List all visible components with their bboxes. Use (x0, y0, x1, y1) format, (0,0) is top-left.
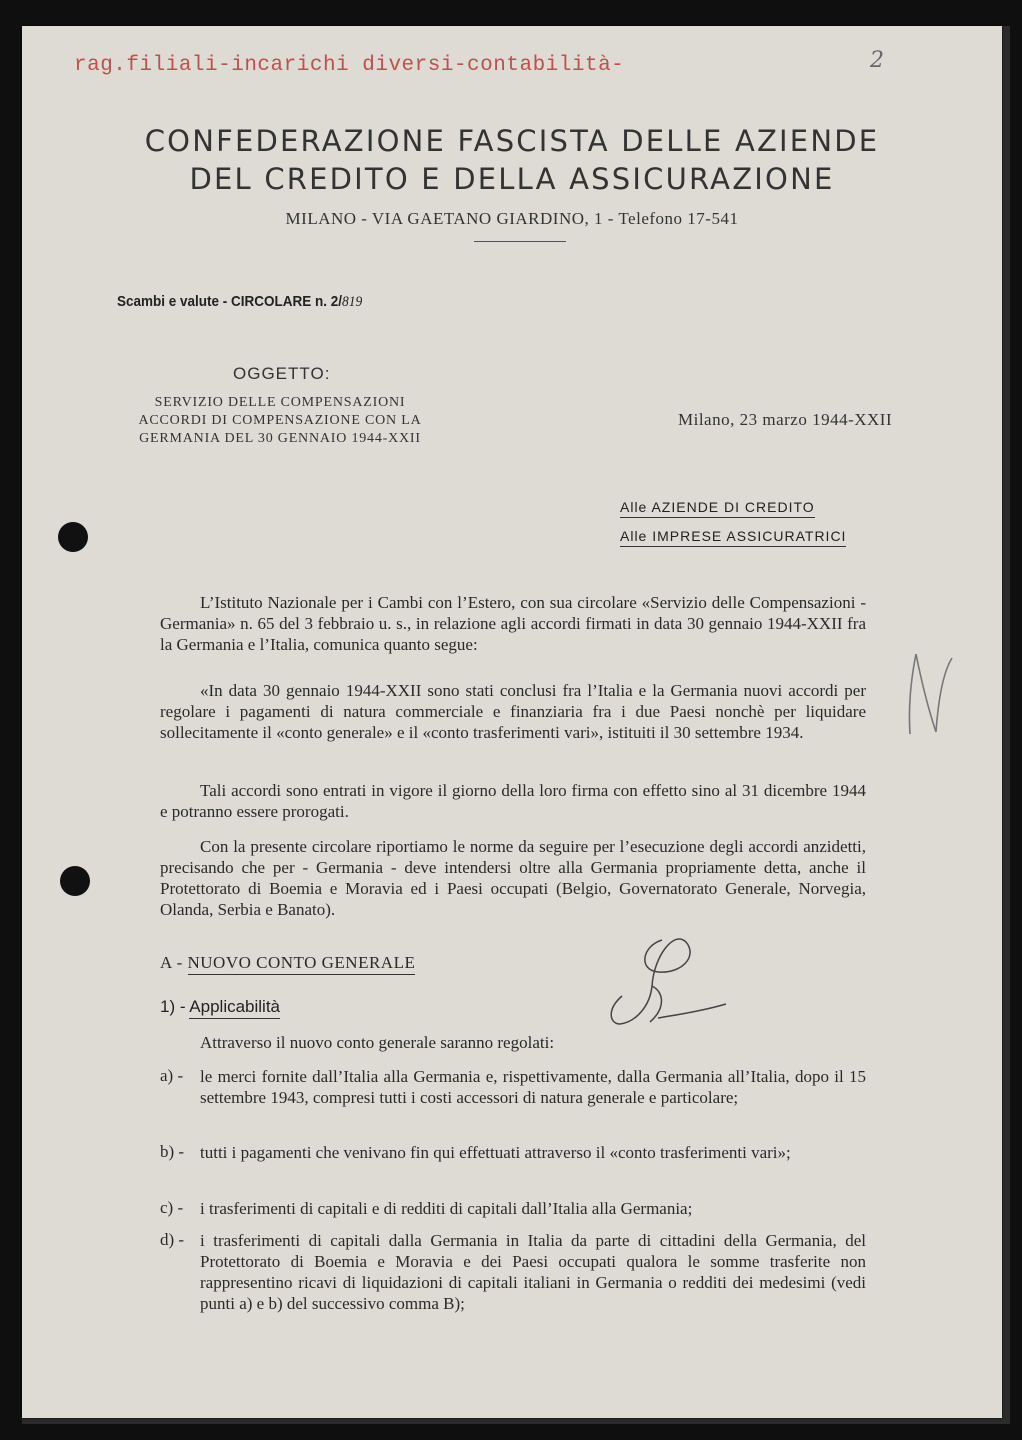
section-a-heading (160, 953, 415, 973)
list-marker: a) - (160, 1066, 184, 1085)
typed-filing-tag: rag.filiali-incarichi diversi-contabilità- (74, 54, 625, 77)
handwritten-initials-icon (602, 926, 742, 1046)
paragraph-intro: L’Istituto Nazionale per i Cambi con l’Estero, con sua circolare «Servizio delle Compensazioni - Germania» n. 65 del 3 febbraio u. s., in relazione agli accordi firmati in data 30 gennaio 1944-XXII fra la Germania e l’Italia, comunica quanto segue: (160, 593, 866, 654)
list-item: tutti i pagamenti che venivano fin qui effettuati attraverso il «conto trasferimenti vari»; (200, 1143, 791, 1162)
paragraph-validity: Tali accordi sono entrati in vigore il giorno della loro firma con effetto sino al 31 dicembre 1944 e potranno essere prorogati. (160, 781, 866, 821)
circular-label: Scambi e valute - CIRCOLARE n. 2/ (117, 293, 343, 310)
list-marker: d) - (160, 1230, 185, 1249)
page-edge-right (1002, 26, 1010, 1418)
handwritten-page-mark: 2 (870, 48, 884, 73)
subject-line: SERVIZIO DELLE COMPENSAZIONI (154, 395, 406, 410)
header-divider (474, 241, 566, 242)
subject-title: OGGETTO: (233, 364, 331, 383)
list-item: i trasferimenti di capitali e di redditi di capitali dall’Italia alla Germania; (200, 1199, 693, 1218)
list-intro: Attraverso il nuovo conto generale saranno regolati: (200, 1033, 555, 1052)
list-marker: c) - (160, 1198, 184, 1217)
paragraph-scope: Con la presente circolare riportiamo le norme da seguire per l’esecuzione degli accordi anzidetti, precisando che per - Germania - deve intendersi oltre alla Germania propriamente detta, anche il Protettorato di Boemia e Moravia ed i Paesi occupati (Belgio, Governatorato Generale, Norvegia, Olanda, Serbia e Banato). (160, 837, 866, 919)
section-a-prefix: A - (160, 953, 188, 972)
handwritten-margin-mark-icon (902, 644, 962, 744)
org-name-line1: CONFEDERAZIONE FASCISTA DELLE AZIENDE (144, 124, 880, 158)
subsection-1-heading (160, 997, 280, 1017)
subsection-1-title: Applicabilità (189, 997, 280, 1019)
subject-block (110, 394, 450, 448)
paragraph-quote: «In data 30 gennaio 1944-XXII sono stati conclusi fra l’Italia e la Germania nuovi accordi per regolare i pagamenti di natura commerciale e finanziaria fra i due Paesi nonchè per liquidare sollecitamente il «conto generale» e il «conto trasferimenti vari», istituiti il 30 settembre 1934. (160, 681, 866, 742)
section-a-title: NUOVO CONTO GENERALE (188, 953, 416, 975)
subject-line: GERMANIA DEL 30 GENNAIO 1944-XXII (139, 431, 421, 446)
letter-date: Milano, 23 marzo 1944-XXII (678, 410, 893, 429)
list-marker: b) - (160, 1142, 185, 1161)
org-name-line2: DEL CREDITO E DELLA ASSICURAZIONE (189, 162, 835, 196)
org-address: MILANO - VIA GAETANO GIARDINO, 1 - Telefono 17-541 (285, 209, 739, 228)
page-edge-bottom (22, 1418, 1010, 1424)
circular-reference (117, 293, 362, 311)
list-item: i trasferimenti di capitali dalla Germania in Italia da parte di cittadini della Germania, del Protettorato di Boemia e Moravia e dei Paesi occupati qualora le somme trasferite non rappresentino ricavi di liquidazioni di capitali italiani in Germania o redditi dei medesimi (vedi punti a) e b) del successivo comma B); (200, 1231, 866, 1313)
circular-number: 819 (342, 294, 363, 310)
recipient-credit: Alle AZIENDE DI CREDITO (620, 499, 815, 518)
binder-punch-hole (60, 866, 90, 896)
recipient-insurance: Alle IMPRESE ASSICURATRICI (620, 528, 846, 547)
list-item: le merci fornite dall’Italia alla Germania e, rispettivamente, dalla Germania all’Italia, dopo il 15 settembre 1943, compresi tutti i costi accessori di natura generale e particolare; (200, 1067, 866, 1107)
subsection-1-prefix: 1) - (160, 997, 190, 1016)
subject-line: ACCORDI DI COMPENSAZIONE CON LA (138, 413, 422, 428)
document-page (22, 26, 1002, 1418)
binder-punch-hole (58, 522, 88, 552)
